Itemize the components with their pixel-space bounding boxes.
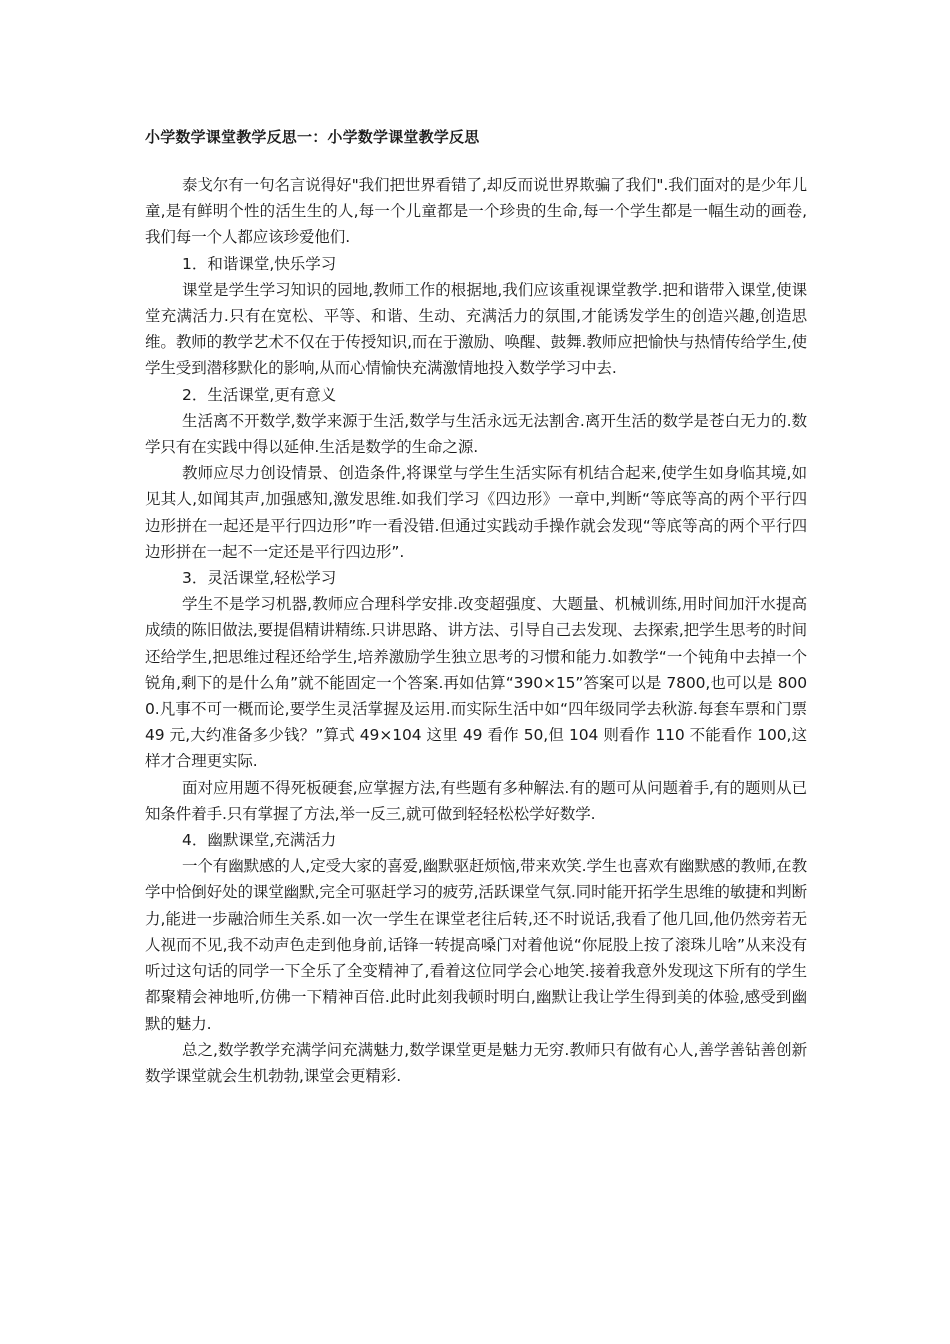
paragraph-conclusion: 总之,数学教学充满学问充满魅力,数学课堂更是魅力无穷.教师只有做有心人,善学善钻善创新数学课堂就会生机勃勃,课堂会更精彩. (145, 1040, 807, 1085)
document-page (145, 126, 807, 1089)
paragraph-life-1: 生活离不开数学,数学来源于生活,数学与生活永远无法割舍.离开生活的数学是苍白无力的.数学只有在实践中得以延伸.生活是数学的生命之源. (145, 411, 807, 457)
section-heading-2: 2．生活课堂,更有意义 (182, 385, 337, 404)
paragraph-flexible-1: 学生不是学习机器,教师应合理科学安排.改变超强度、大题量、机械训练,用时间加汗水提高成绩的陈旧做法,要提倡精讲精练.只讲思路、讲方法、引导自己去发现、去探索,把学生思考的时间还给学生,把思维过程还给学生,培养激励学生独立思考的习惯和能力.如教学“一个钝角中去掉一个锐角,剩下的是什么角”就不能固定一个答案.再如估算“390×15”答案可以是 7800,也可以是 8000.凡事不可一概而论,要学生灵活掌握及运用.而实际生活中如“四年级同学去秋游.每套车票和门票 49 元,大约准备多少钱？”算式 49×104 这里 49 看作 50,但 104 则看作 110 不能看作 100,这样才合理更实际. (145, 595, 807, 771)
document-title: 小学数学课堂教学反思一：小学数学课堂教学反思 (145, 128, 480, 146)
paragraph-life-2: 教师应尽力创设情景、创造条件,将课堂与学生生活实际有机结合起来,使学生如身临其境,如见其人,如闻其声,加强感知,激发思维.如我们学习《四边形》一章中,判断“等底等高的两个平行四边形拼在一起还是平行四边形”咋一看没错.但通过实践动手操作就会发现“等底等高的两个平行四边形拼在一起不一定还是平行四边形”. (145, 464, 807, 561)
section-heading-3: 3．灵活课堂,轻松学习 (182, 569, 337, 588)
paragraph-humor: 一个有幽默感的人,定受大家的喜爱,幽默驱赶烦恼,带来欢笑.学生也喜欢有幽默感的教师,在教学中恰倒好处的课堂幽默,完全可驱赶学习的疲劳,活跃课堂气氛.同时能开拓学生思维的敏捷和判断力,能进一步融洽师生关系.如一次一学生在课堂老往后转,还不时说话,我看了他几回,他仍然旁若无人视而不见,我不动声色走到他身前,话锋一转提高嗓门对着他说“你屁股上按了滚珠儿啥”从来没有听过这句话的同学一下全乐了全变精神了,看着这位同学会心地笑.接着我意外发现这下所有的学生都聚精会神地听,仿佛一下精神百倍.此时此刻我顿时明白,幽默让我让学生得到美的体验,感受到幽默的魅力. (145, 857, 807, 1033)
section-heading-4: 4．幽默课堂,充满活力 (182, 831, 337, 850)
paragraph-harmony: 课堂是学生学习知识的园地,教师工作的根据地,我们应该重视课堂教学.把和谐带入课堂,使课堂充满活力.只有在宽松、平等、和谐、生动、充满活力的氛围,才能诱发学生的创造兴趣,创造思维。教师的教学艺术不仅在于传授知识,而在于激励、唤醒、鼓舞.教师应把愉快与热情传给学生,使学生受到潜移默化的影响,从而心情愉快充满激情地投入数学学习中去. (145, 280, 807, 378)
section-heading-1: 1．和谐课堂,快乐学习 (182, 254, 337, 273)
paragraph-flexible-2: 面对应用题不得死板硬套,应掌握方法,有些题有多种解法.有的题可从问题着手,有的题则从已知条件着手.只有掌握了方法,举一反三,就可做到轻轻松松学好数学. (145, 778, 807, 823)
paragraph-intro: 泰戈尔有一句名言说得好"我们把世界看错了,却反而说世界欺骗了我们".我们面对的是少年儿童,是有鲜明个性的活生生的人,每一个儿童都是一个珍贵的生命,每一个学生都是一幅生动的画卷,我们每一个人都应该珍爱他们. (145, 176, 807, 247)
